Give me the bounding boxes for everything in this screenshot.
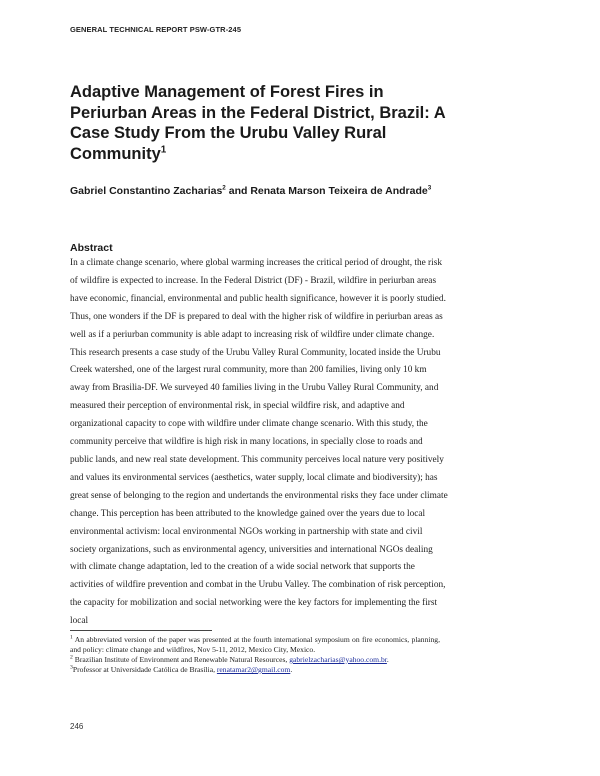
author-footnote-marker[interactable]: 3 xyxy=(427,184,432,192)
footnote-marker: 1 xyxy=(70,634,73,641)
page-number: 246 xyxy=(70,722,84,731)
footnote xyxy=(70,665,440,675)
footnote-text: Brazilian Institute of Environment and Renewable Natural Resources, xyxy=(74,655,288,664)
footnote xyxy=(70,635,440,655)
footnote-text: An abbreviated version of the paper was presented at the fourth international symposium on fire economics, planning, and policy: climate change and wildfires, Nov 5-11, 2012, Mexico City, Mexico. xyxy=(70,635,440,654)
footnote-text: Professor at Universidade Católica de Brasília, xyxy=(72,665,215,674)
footnotes xyxy=(70,635,440,675)
footnote-suffix: . xyxy=(386,655,389,664)
author-name: Gabriel Constantino Zacharias xyxy=(70,185,223,197)
author-joiner: and xyxy=(225,185,251,197)
footnote xyxy=(70,655,440,665)
footnote-suffix: . xyxy=(290,665,293,674)
abstract-heading: Abstract xyxy=(70,242,113,254)
paper-title-text: Adaptive Management of Forest Fires in Periurban Areas in the Federal District, Brazil: A Case Study From the Urubu Valley Rural Community xyxy=(70,83,446,163)
paper-title xyxy=(70,82,450,164)
author-list xyxy=(70,185,470,199)
footnote-marker: 2 xyxy=(70,654,73,661)
author-footnote-marker[interactable]: 2 xyxy=(222,184,226,192)
footnote-marker: 3 xyxy=(70,664,73,671)
author-name: Renata Marson Teixeira de Andrade xyxy=(250,185,428,197)
email-link[interactable]: gabrielzacharias@yahoo.com.br xyxy=(289,655,387,664)
title-footnote-marker[interactable]: 1 xyxy=(160,144,167,155)
running-header: GENERAL TECHNICAL REPORT PSW-GTR-245 xyxy=(70,25,242,34)
email-link[interactable]: renatamar2@gmail.com xyxy=(216,665,291,674)
abstract-body: In a climate change scenario, where global warming increases the critical period of drought, the risk of wildfire is expected to increase. In the Federal District (DF) - Brazil, wildfire in periurban areas have economic, financial, environmental and public health significance, however it is poorly studied. Thus, one wonders if the DF is prepared to deal with the higher risk of wildfire in periurban areas as well as if a periurban community is able adapt to increasing risk of wildfire under climate change. This research presents a case study of the Urubu Valley Rural Community, located inside the Urubu Creek watershed, one of the largest rural community, more than 200 families, living only 10 km away from Brasilia-DF. We surveyed 40 families living in the Urubu Valley Rural Community, and measured their perception of environmental risk, in special wildfire risk, and adaptive and organizational capacity to cope with wildfire under climate change scenario. With this study, the community perceive that wildfire is high risk in many locations, in specially close to roads and public lands, and new real state development. This community perceives local nature very positively and values its environmental services (aesthetics, water supply, local climate and biodiversity); has great sense of belonging to the region and undertands the environmental risks they face under climate change. This perception has been attributed to the knowledge gained over the years due to local environmental activism: local environmental NGOs working in partnership with state and civil society organizations, such as environmental agency, universities and international NGOs dealing with climate change adaptation, led to the creation of a wide social network that supports the activities of wildfire prevention and combat in the Urubu Valley. The combination of risk perception, the capacity for mobilization and social networking were the key factors for implementing the first local xyxy=(70,258,448,627)
footnote-divider xyxy=(70,630,212,631)
